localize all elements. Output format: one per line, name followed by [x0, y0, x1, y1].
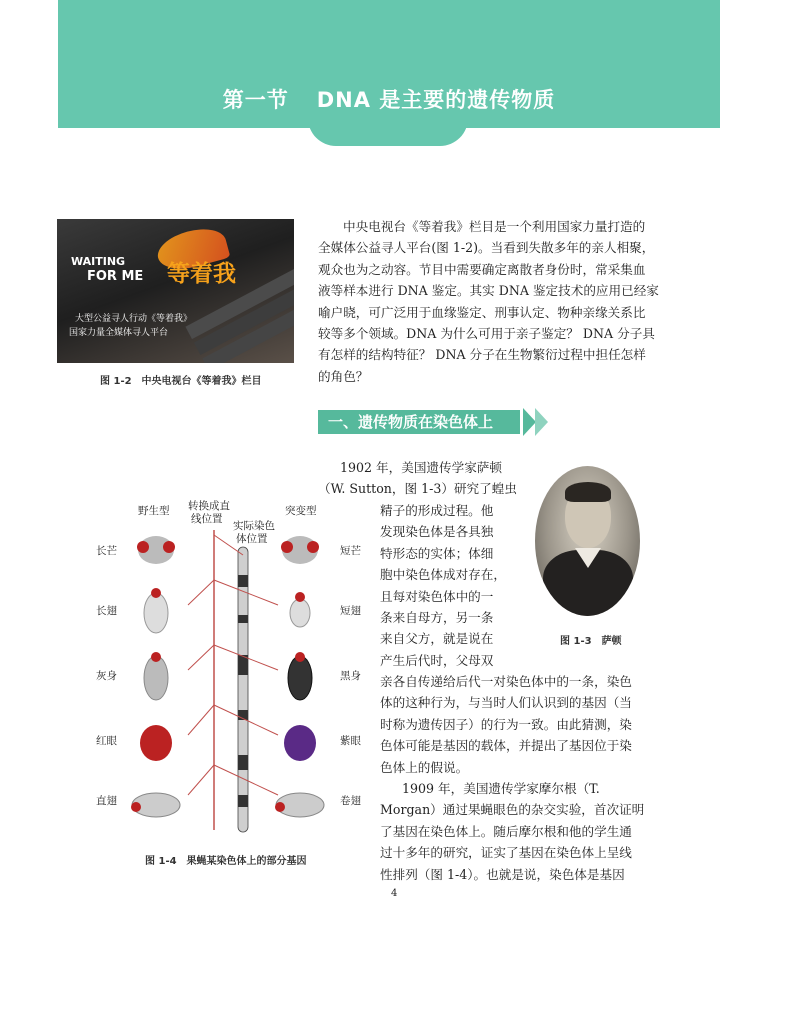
- fly-icon-mutant-curly-wing: [275, 793, 324, 817]
- figure-1-4-diagram: [88, 495, 378, 850]
- column-label-linear-2: 线位置: [191, 513, 223, 525]
- text-line: 产生后代时，父母双: [380, 652, 494, 668]
- text-line: （W. Sutton，图 1-3）研究了蝗虫: [318, 481, 517, 497]
- text-line: 1909 年，美国遗传学家摩尔根（T.: [402, 781, 600, 796]
- column-label-chromosome-1: 实际染色: [233, 520, 275, 532]
- sutton-paragraph-narrow: [380, 500, 520, 671]
- photo-subtitle-1: 大型公益寻人行动《等着我》: [75, 314, 193, 324]
- fly-icon-wild-straight-wing: [131, 793, 180, 817]
- figure-1-2-photo: [57, 219, 294, 363]
- text-line: 观众也为之动容。节目中需要确定离散者身份时，常采集血: [318, 261, 646, 277]
- fly-icon-wild-gray-body: [144, 652, 168, 700]
- column-label-wild-type: 野生型: [138, 505, 170, 517]
- subheading-bar: 一、遗传物质在染色体上: [318, 410, 520, 434]
- fly-icon-mutant-short-bristle: [281, 536, 319, 564]
- trait-right-2: 短翅: [340, 605, 361, 617]
- text-line: 有怎样的结构特征？ DNA 分子在生物繁衍过程中担任怎样: [318, 347, 646, 363]
- text-line: 的角色？: [318, 368, 369, 384]
- sutton-paragraph-full: [380, 671, 662, 778]
- trait-left-3: 灰身: [96, 670, 117, 682]
- column-label-linear-1: 转换成直: [188, 500, 230, 512]
- figure-1-2-caption: 图 1-2 中央电视台《等着我》栏目: [100, 376, 262, 387]
- portrait-hair-shape: [565, 482, 611, 502]
- trait-right-5: 卷翅: [340, 795, 361, 807]
- section-number: 第一节: [222, 88, 289, 112]
- text-line: 中央电视台《等着我》栏目是一个利用国家力量打造的: [343, 219, 646, 234]
- text-line: 精子的形成过程。他: [380, 503, 494, 518]
- morgan-paragraph: [380, 778, 662, 885]
- text-line: 来自父方，就是说在: [380, 631, 494, 647]
- fly-icon-wild-red-eye: [140, 725, 172, 761]
- text-line: 胞中染色体成对存在，: [380, 567, 506, 583]
- logo-en-line2: FOR ME: [87, 269, 144, 284]
- connector-line: [188, 765, 214, 795]
- connector-line: [188, 580, 214, 605]
- figure-1-3-caption: 图 1-3 萨顿: [560, 636, 622, 647]
- text-line: 性排列（图 1-4）。也就是说，染色体是基因: [380, 866, 625, 882]
- logo-zh: 等着我: [167, 261, 236, 287]
- fly-diagram-graphic: [88, 495, 378, 850]
- page-number: 4: [391, 888, 398, 899]
- text-line: 特形态的实体；体细: [380, 545, 494, 561]
- text-line: 色体上的假说。: [380, 759, 469, 775]
- sutton-portrait: [535, 466, 640, 616]
- section-title-text: DNA 是主要的遗传物质: [316, 88, 556, 112]
- fly-icon-mutant-purple-eye: [284, 725, 316, 761]
- connector-line: [188, 645, 214, 670]
- text-line: 较等多个领域。DNA 为什么可用于亲子鉴定？ DNA 分子具: [318, 326, 655, 342]
- trait-left-5: 直翅: [96, 795, 117, 807]
- trait-left-2: 长翅: [96, 605, 117, 617]
- section-title: [58, 84, 720, 114]
- chromosome-band: [238, 755, 248, 770]
- trait-right-3: 黑身: [340, 670, 361, 682]
- chromosome-band: [238, 575, 248, 587]
- trait-left-1: 长芒: [96, 545, 117, 557]
- text-line: Morgan）通过果蝇眼色的杂交实验，首次证明: [380, 802, 645, 818]
- text-line: 发现染色体是各具独: [380, 524, 494, 540]
- text-line: 液等样本进行 DNA 鉴定。其实 DNA 鉴定技术的应用已经家: [318, 283, 659, 299]
- fly-icon-mutant-black-body: [288, 652, 312, 700]
- fly-icon-wild-long-bristle: [137, 536, 175, 564]
- intro-paragraph: [318, 216, 660, 387]
- connector-line: [188, 705, 214, 735]
- text-line: 体的这种行为，与当时人们认识到的基因（当: [380, 695, 632, 711]
- chevron-icon: [535, 408, 548, 436]
- text-line: 1902 年，美国遗传学家萨顿: [340, 460, 502, 475]
- fly-icon-wild-long-wing: [144, 588, 168, 633]
- text-line: 了基因在染色体上。随后摩尔根和他的学生通: [380, 823, 632, 839]
- trait-right-1: 短芒: [340, 545, 361, 557]
- sutton-paragraph-wide: [318, 457, 526, 500]
- photo-subtitle-2: 国家力量全媒体寻人平台: [69, 328, 169, 338]
- text-line: 条来自母方，另一条: [380, 610, 494, 626]
- column-label-chromosome-2: 体位置: [236, 533, 268, 545]
- logo-en-line1: WAITING: [71, 255, 126, 268]
- text-line: 且每对染色体中的一: [380, 588, 494, 604]
- trait-left-4: 红眼: [96, 735, 117, 747]
- text-line: 过十多年的研究，证实了基因在染色体上呈线: [380, 845, 632, 861]
- text-line: 喻户晓，可广泛用于血缘鉴定、刑事认定、物种亲缘关系比: [318, 304, 646, 320]
- text-line: 亲各自传递给后代一对染色体中的一条，染色: [380, 674, 632, 689]
- fly-icon-mutant-short-wing: [290, 592, 310, 627]
- connector-line: [214, 535, 243, 555]
- text-line: 时称为遗传因子）的行为一致。由此猜测，染: [380, 716, 632, 732]
- text-line: 色体可能是基因的载体，并提出了基因位于染: [380, 738, 632, 754]
- text-line: 全媒体公益寻人平台(图 1-2)。当看到失散多年的亲人相聚，: [318, 240, 655, 256]
- column-label-mutant: 突变型: [285, 505, 317, 517]
- trait-right-4: 紫眼: [340, 735, 361, 747]
- figure-1-4-caption: 图 1-4 果蝇某染色体上的部分基因: [145, 856, 307, 867]
- chromosome-band: [238, 615, 248, 623]
- chromosome-band: [238, 795, 248, 807]
- header-tab: [308, 118, 468, 146]
